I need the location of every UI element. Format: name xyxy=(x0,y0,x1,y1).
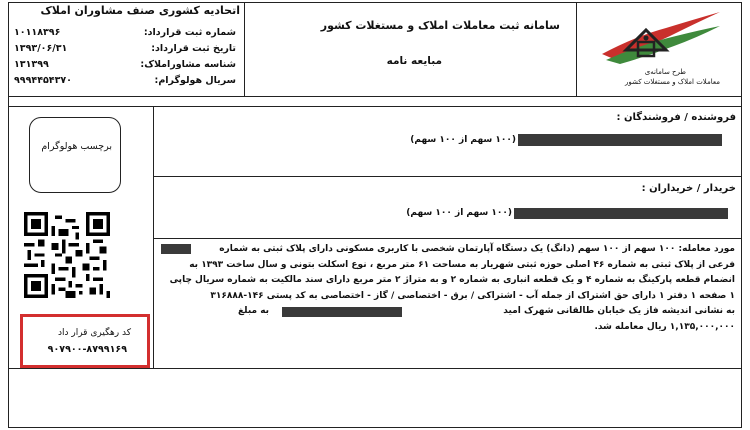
amount-prefix: به مبلغ xyxy=(238,306,270,316)
buyer-heading: خریدار / خریداران : xyxy=(641,183,736,194)
meta-value: ۹۹۹۴۴۵۴۳۷۰ xyxy=(14,75,72,86)
buyer-name-redaction xyxy=(514,208,728,219)
description-line-2: فرعی از پلاک ثبتی به شماره ۴۶ اصلی حوزه ثبتی شهریار به مساحت ۶۱ متر مربع ، نوع اسکلت بتونی و سال ساخت ۱۳۹۳ به xyxy=(189,259,735,270)
buyer-desc-divider xyxy=(153,238,742,239)
meta-value: ۱۰۱۱۸۳۹۶ xyxy=(14,27,61,38)
seller-share: (۱۰۰ سهم از ۱۰۰ سهم) xyxy=(410,135,516,145)
meta-label: شناسه مشاوراملاک: xyxy=(140,59,236,70)
tracking-code-label: کد رهگیری قرار داد xyxy=(57,328,131,338)
seller-heading: فروشنده / فروشندگان : xyxy=(616,112,736,123)
meta-row-hologram-serial xyxy=(14,75,236,88)
meta-value: ۱۳۱۳۹۹ xyxy=(14,59,49,70)
seller-buyer-divider xyxy=(153,176,742,177)
body-top-rule xyxy=(8,106,742,107)
transaction-description xyxy=(160,242,735,335)
tracking-code-box xyxy=(20,314,150,368)
header-separator-right xyxy=(576,2,577,96)
seller-name-redaction xyxy=(518,134,722,146)
meta-label: شماره ثبت قرارداد: xyxy=(143,27,236,38)
logo-caption-top: طرح سامانه‌ی xyxy=(644,68,686,76)
hologram-box xyxy=(29,117,121,193)
description-line-6: ۱,۱۳۵,۰۰۰,۰۰۰ ریال معامله شد. xyxy=(594,321,735,332)
address-text: به نشانی اندیشه فاز یک خیابان طالقانی شهرک امید xyxy=(503,306,735,316)
document-type: مبایعه نامه xyxy=(386,55,442,67)
description-line-3: انضمام قطعه پارکینگ به شماره ۴ و یک قطعه انباری به شماره ۲ و به متراژ ۲ متر مربع دارای سند مالکیت به شماره سریال چاپی xyxy=(169,275,735,285)
header-separator-left xyxy=(244,2,245,96)
description-line-5 xyxy=(160,304,735,320)
logo-caption-bottom: معاملات املاک و مستغلات کشور xyxy=(624,78,720,86)
sidebar-separator xyxy=(153,106,154,368)
meta-row-agent-id xyxy=(14,59,236,72)
qr-code-icon xyxy=(24,212,110,298)
buyer-share: (۱۰۰ سهم از ۱۰۰ سهم) xyxy=(406,208,512,218)
meta-label: تاریخ ثبت قرارداد: xyxy=(151,43,236,54)
system-logo xyxy=(596,6,724,92)
description-line-4: ۱ صفحه ۱ دفتر ۱ دارای حق اشتراک از جمله آب - اشتراکی / برق - اختصاصی / گاز - اختصاصی به کد پستی ۱۴۶-۳۱۶۸۸۸ xyxy=(210,290,735,301)
plate-number-redaction xyxy=(161,244,191,254)
hologram-label: برچسب هولوگرام xyxy=(41,141,112,152)
meta-row-contract-date xyxy=(14,43,236,56)
address-redaction xyxy=(282,307,402,317)
union-title: اتحادیه کشوری صنف مشاوران املاک xyxy=(40,4,240,17)
tracking-code-value: ۹۰۷۹۰۰-۸۷۹۹۱۶۹ xyxy=(47,344,127,355)
house-logo-icon xyxy=(596,6,724,66)
system-title: سامانه ثبت معاملات املاک و مستغلات کشور xyxy=(320,19,560,32)
header-divider xyxy=(8,96,742,97)
meta-label: سریال هولوگرام: xyxy=(154,75,236,86)
meta-value: ۱۳۹۳/۰۶/۳۱ xyxy=(14,43,68,54)
description-line-1: مورد معامله: ۱۰۰ سهم از ۱۰۰ سهم (دانگ) یک دستگاه آپارتمان شخصی با کاربری مسکونی دارای پلاک ثبتی به شماره xyxy=(219,244,735,254)
meta-row-contract-number xyxy=(14,27,236,40)
body-bottom-rule xyxy=(8,368,742,369)
